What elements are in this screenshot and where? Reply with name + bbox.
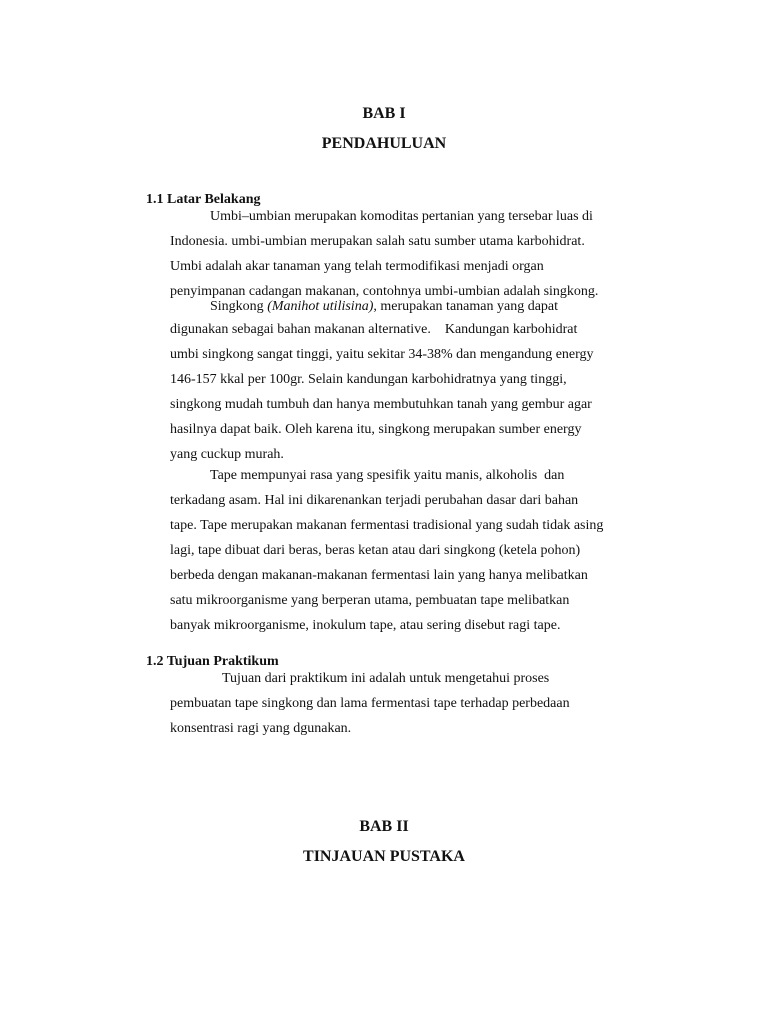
text-run: , merupakan tanaman yang dapat bbox=[373, 299, 559, 314]
section-heading-latar-belakang: 1.1 Latar Belakang bbox=[146, 192, 261, 207]
paragraph-tujuan bbox=[170, 666, 670, 741]
text-run: Singkong bbox=[210, 299, 268, 314]
text-line: konsentrasi ragi yang dgunakan. bbox=[170, 721, 352, 736]
text-line: satu mikroorganisme yang berperan utama, pembuatan tape melibatkan bbox=[170, 593, 570, 608]
chapter-title: PENDAHULUAN bbox=[321, 135, 447, 152]
text-line: digunakan sebagai bahan makanan alternative. Kandungan karbohidrat bbox=[170, 322, 578, 337]
text-line: Umbi adalah akar tanaman yang telah termodifikasi menjadi organ bbox=[170, 259, 544, 274]
text-line: Umbi–umbian merupakan komoditas pertanian yang tersebar luas di bbox=[210, 209, 593, 224]
text-line: Tujuan dari praktikum ini adalah untuk mengetahui proses bbox=[222, 671, 550, 686]
text-line: Tape mempunyai rasa yang spesifik yaitu manis, alkoholis dan bbox=[210, 468, 565, 483]
text-line: 146-157 kkal per 100gr. Selain kandungan karbohidratnya yang tinggi, bbox=[170, 372, 567, 387]
text-line: berbeda dengan makanan-makanan fermentasi lain yang hanya melibatkan bbox=[170, 568, 588, 583]
text-line: umbi singkong sangat tinggi, yaitu sekitar 34-38% dan mengandung energy bbox=[170, 347, 594, 362]
text-line: Indonesia. umbi-umbian merupakan salah satu sumber utama karbohidrat. bbox=[170, 234, 585, 249]
text-line: lagi, tape dibuat dari beras, beras ketan atau dari singkong (ketela pohon) bbox=[170, 543, 581, 558]
chapter-title: TINJAUAN PUSTAKA bbox=[303, 848, 465, 865]
text-line bbox=[170, 297, 670, 317]
text-line: yang cuckup murah. bbox=[170, 447, 284, 462]
text-line: hasilnya dapat baik. Oleh karena itu, singkong merupakan sumber energy bbox=[170, 422, 582, 437]
paragraph-umbi bbox=[170, 204, 670, 304]
text-line: terkadang asam. Hal ini dikarenankan terjadi perubahan dasar dari bahan bbox=[170, 493, 579, 508]
text-line: tape. Tape merupakan makanan fermentasi tradisional yang sudah tidak asing bbox=[170, 518, 604, 533]
paragraph-tape bbox=[170, 463, 670, 638]
chapter-number: BAB II bbox=[359, 818, 409, 835]
text-line: singkong mudah tumbuh dan hanya membutuhkan tanah yang gembur agar bbox=[170, 397, 592, 412]
section-heading-tujuan-praktikum: 1.2 Tujuan Praktikum bbox=[146, 654, 279, 669]
text-line: penyimpanan cadangan makanan, contohnya umbi-umbian adalah singkong. bbox=[170, 284, 599, 299]
text-line: banyak mikroorganisme, inokulum tape, atau sering disebut ragi tape. bbox=[170, 618, 561, 633]
paragraph-singkong bbox=[170, 297, 670, 467]
text-line: pembuatan tape singkong dan lama fermentasi tape terhadap perbedaan bbox=[170, 696, 570, 711]
chapter-number: BAB I bbox=[362, 105, 406, 122]
scientific-name: (Manihot utilisina) bbox=[267, 299, 374, 314]
